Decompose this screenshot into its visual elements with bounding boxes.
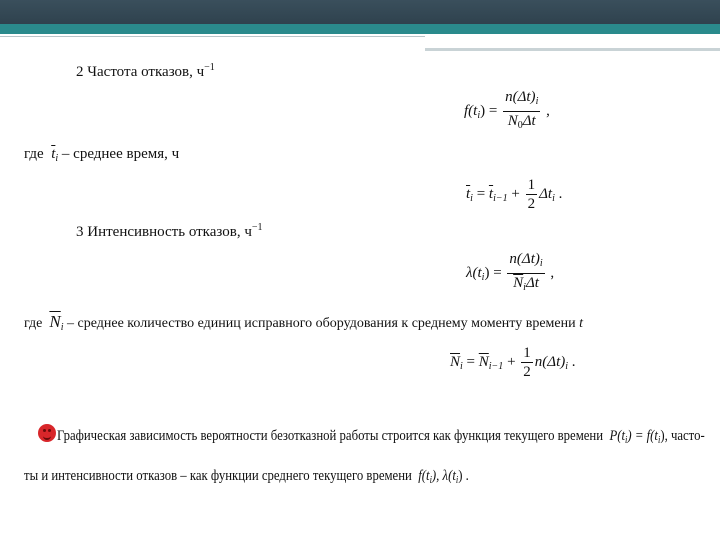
formula-4-plus: + [503, 353, 520, 370]
formula-2-lhs-sub: i [470, 192, 473, 204]
accent-stripe [0, 24, 720, 34]
where-1-variable: $\overline{t}$ [51, 146, 56, 162]
divider-step [425, 48, 720, 51]
where-1-prefix: где [24, 146, 44, 162]
formula-3-denominator: $\overline{N}$ [513, 275, 524, 291]
formula-2-mid-sub: i−1 [493, 192, 508, 204]
where-1-text: – среднее время, ч [61, 146, 180, 162]
formula-failure-intensity [466, 250, 554, 297]
formula-mean-time [466, 176, 562, 213]
bullet-line-2-f2-end: ) [458, 468, 463, 484]
formula-1-lhs-close: ) = [480, 102, 498, 119]
bullet-line-2-tail: . [465, 468, 469, 484]
where-2-text: – среднее количество единиц исправного оборудования к среднему моменту времени [67, 316, 576, 331]
formula-2-plus: + [507, 185, 524, 202]
formula-4-mid-sub: i−1 [488, 360, 504, 372]
formula-1-numerator-sub: i [535, 96, 539, 107]
formula-4-mid: $\overline{N}$ [478, 353, 489, 370]
formula-2-denominator: 2 [527, 196, 536, 212]
formula-3-tail: , [550, 264, 555, 281]
item-2-heading [76, 62, 215, 81]
bullet-line-1-formula: P(t [609, 428, 626, 444]
formula-1-lhs: f(t [464, 102, 478, 119]
item-3-text: 3 Интенсивность отказов, ч [76, 224, 252, 240]
formula-2-tail: . [554, 185, 563, 202]
formula-3-denominator-rest: Δt [525, 275, 539, 291]
where-2-tail: t [579, 316, 584, 331]
bullet-line-1-formula-end: ), [660, 428, 668, 444]
formula-1-denominator: N [507, 113, 518, 129]
formula-3-lhs-sub: i [481, 271, 485, 283]
bullet-line-1 [57, 428, 720, 446]
formula-4-eq: = [462, 353, 479, 370]
formula-2-fraction [526, 176, 538, 213]
bullet-line-2-wrap [24, 468, 469, 486]
formula-3-lhs: λ(t [466, 264, 482, 281]
formula-1-lhs-sub: i [477, 109, 481, 121]
formula-4-rest-sub: i [565, 360, 569, 372]
bullet-line-2-f1-end: ), λ(t [431, 468, 456, 484]
formula-1-tail: , [546, 102, 550, 119]
divider-line [0, 36, 425, 37]
formula-2-eq: = [472, 185, 489, 202]
formula-4-fraction [521, 344, 533, 381]
formula-4-numerator: 1 [523, 345, 531, 361]
bullet-line-2-f1-sub: i [429, 475, 432, 486]
formula-4-lhs-sub: i [460, 360, 463, 372]
formula-failure-rate [464, 88, 550, 135]
bullet-line-1-tail: часто- [670, 428, 705, 444]
bullet-line-1-text: Графическая зависимость вероятности безотказной работы строится как функция текущего времени [57, 428, 604, 444]
where-mean-time [24, 146, 179, 164]
where-2-prefix: где [24, 316, 43, 331]
where-2-variable-sub: i [60, 322, 64, 333]
formula-3-numerator: n(Δt) [509, 251, 540, 267]
formula-1-denominator-sub: 0 [517, 120, 523, 131]
where-2-variable: $\overline{N}$ [49, 312, 61, 331]
formula-2-rest: Δt [539, 185, 553, 202]
formula-1-denominator-rest: Δt [522, 113, 536, 129]
where-mean-count [24, 312, 583, 333]
bullet-line-2-f2-sub: i [455, 475, 459, 486]
bullet-line-2-f1: f(t [418, 468, 430, 484]
title-bar [0, 0, 720, 24]
bullet-line-1-formula-sub2: i [657, 435, 661, 446]
formula-3-fraction [507, 250, 544, 297]
formula-2-rest-sub: i [552, 192, 555, 204]
bullet-icon [38, 424, 56, 442]
bullet-line-2 [24, 468, 547, 486]
formula-2-numerator: 1 [527, 177, 536, 193]
bullet-line-1-formula-sub: i [625, 435, 628, 446]
bullet-line-1-formula-mid: ) = f(t [627, 428, 658, 444]
bullet-line-1-wrap [57, 428, 705, 446]
item-3-heading [76, 222, 263, 241]
formula-4-tail: . [568, 353, 576, 370]
formula-1-numerator: n(Δt) [505, 89, 536, 105]
where-1-variable-sub: i [55, 153, 59, 164]
formula-3-lhs-close: ) = [484, 264, 502, 281]
formula-3-numerator-sub: i [539, 258, 543, 269]
bullet-line-2-text: ты и интенсивности отказов – как функции среднего текущего времени [24, 468, 412, 484]
item-2-text: 2 Частота отказов, ч [76, 64, 205, 80]
formula-3-denominator-sub: i [523, 282, 526, 293]
formula-4-denominator: 2 [523, 364, 531, 380]
formula-2-lhs: $\overline{t}$ [466, 185, 471, 202]
formula-2-mid: $\overline{t}$ [488, 185, 494, 202]
formula-4-rest: n(Δt) [534, 353, 566, 370]
formula-mean-count [450, 344, 576, 381]
item-3-exponent: −1 [251, 222, 263, 233]
item-2-exponent: −1 [204, 62, 215, 73]
formula-1-fraction [503, 88, 540, 135]
formula-4-lhs: $\overline{N}$ [450, 353, 461, 370]
